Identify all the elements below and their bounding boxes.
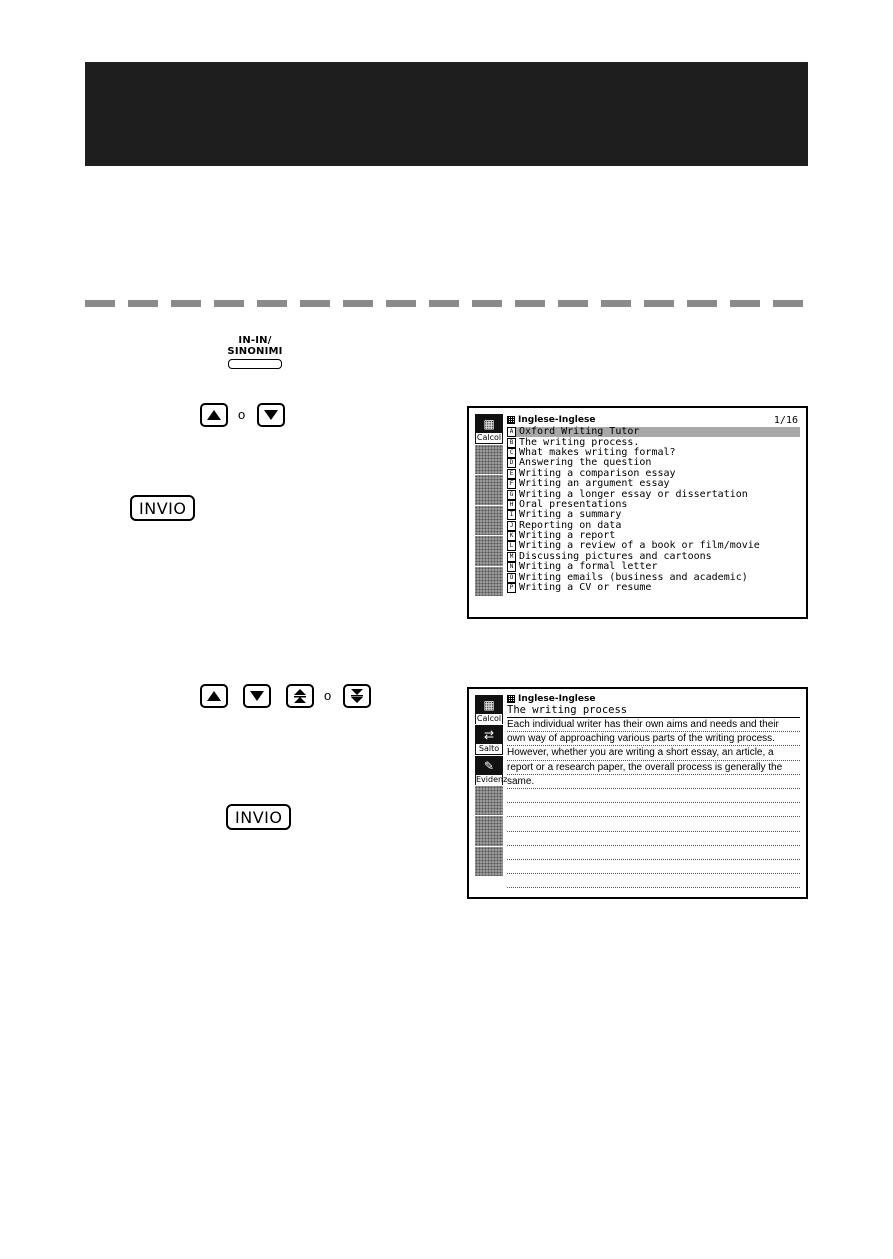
calculator-icon: ▦ <box>483 417 495 431</box>
menu-item-label: Oxford Writing Tutor <box>519 426 640 438</box>
screen2-header <box>507 694 798 704</box>
up-arrow-key <box>200 403 228 427</box>
down-arrow-icon <box>263 409 279 421</box>
calcol-button <box>475 695 503 725</box>
in-in-sinonimi-key <box>226 335 284 369</box>
menu-item[interactable] <box>507 510 800 520</box>
calcol-label: Calcol <box>476 714 502 723</box>
menu-item-letter: C <box>507 448 516 458</box>
sidebar-blank-cell <box>475 445 503 476</box>
menu-list <box>507 427 800 593</box>
page-down-key <box>343 684 371 708</box>
entry-line <box>507 789 800 803</box>
menu-item-letter: N <box>507 562 516 572</box>
entry-text <box>507 718 800 888</box>
entry-line: However, whether you are writing a short essay, an article, a <box>507 746 800 760</box>
sidebar-blank-cell <box>475 816 503 846</box>
device-screen-entry <box>467 687 808 899</box>
menu-item-label: What makes writing formal? <box>519 446 676 458</box>
invio-key: INVIO <box>130 495 195 521</box>
menu-item-letter: J <box>507 521 516 531</box>
menu-item[interactable] <box>507 427 800 437</box>
down-arrow-icon <box>249 690 265 702</box>
entry-line <box>507 860 800 874</box>
menu-item-letter: D <box>507 458 516 468</box>
entry-line <box>507 874 800 888</box>
dashed-divider <box>85 300 808 307</box>
sinonimi-key-label-line1: IN-IN/ <box>238 335 272 346</box>
highlighter-icon: ✎ <box>483 758 495 773</box>
or-text: o <box>238 407 246 422</box>
menu-item-letter: I <box>507 510 516 520</box>
menu-item-letter: L <box>507 541 516 551</box>
salto-label: Salto <box>476 744 502 754</box>
menu-item-letter: F <box>507 479 516 489</box>
menu-item-label: Writing an argument essay <box>519 478 670 490</box>
menu-item-label: The writing process. <box>519 436 640 448</box>
sidebar-blank-cell <box>475 567 503 598</box>
menu-item-label: Writing a comparison essay <box>519 467 676 479</box>
double-down-arrow-icon <box>349 688 365 704</box>
invio-key-2: INVIO <box>226 804 291 830</box>
menu-item-letter: K <box>507 531 516 541</box>
menu-item-label: Oral presentations <box>519 498 628 510</box>
menu-item-label: Writing a summary <box>519 509 622 521</box>
sidebar-blank-cell <box>475 847 503 877</box>
entry-line <box>507 803 800 817</box>
dictionary-grid-icon <box>507 695 515 703</box>
salto-button <box>475 725 503 755</box>
menu-item-label: Writing emails (business and academic) <box>519 571 748 583</box>
entry-line: report or a research paper, the overall process is generally the <box>507 761 800 775</box>
menu-item-label: Writing a report <box>519 530 616 542</box>
entry-line: own way of approaching various parts of the writing process. <box>507 732 800 746</box>
entry-line: Each individual writer has their own aims and needs and their <box>507 718 800 732</box>
dictionary-grid-icon <box>507 416 515 424</box>
menu-item-label: Discussing pictures and cartoons <box>519 550 712 562</box>
entry-line <box>507 832 800 846</box>
sidebar-blank-cell <box>475 475 503 506</box>
down-arrow-key-2 <box>243 684 271 708</box>
menu-item-letter: P <box>507 583 516 593</box>
jump-icon: ⇄ <box>483 728 495 743</box>
screen1-header <box>507 414 798 426</box>
evidenz-button <box>475 756 508 786</box>
entry-line <box>507 846 800 860</box>
menu-item-label: Reporting on data <box>519 519 622 531</box>
sinonimi-key-shape <box>228 359 282 369</box>
menu-item[interactable] <box>507 583 800 593</box>
menu-item[interactable] <box>507 479 800 489</box>
evidenz-label: Evidenz <box>476 774 508 784</box>
menu-item-label: Writing a formal letter <box>519 561 658 573</box>
up-arrow-icon <box>206 409 222 421</box>
menu-item-letter: M <box>507 552 516 562</box>
section-header-bar <box>85 62 808 166</box>
sidebar-blank-cell <box>475 506 503 537</box>
device-screen-menu <box>467 406 808 619</box>
menu-item-letter: B <box>507 438 516 448</box>
entry-title: The writing process <box>507 704 800 718</box>
calculator-icon: ▦ <box>483 698 495 712</box>
menu-item-letter: H <box>507 500 516 510</box>
calcol-label: Calcol <box>476 433 502 442</box>
up-arrow-key-2 <box>200 684 228 708</box>
up-arrow-icon <box>206 690 222 702</box>
double-up-arrow-icon <box>292 688 308 704</box>
screen2-sidebar <box>475 695 508 877</box>
entry-line: same. <box>507 775 800 789</box>
menu-item-label: Writing a longer essay or dissertation <box>519 488 748 500</box>
sinonimi-key-label-line2: SINONIMI <box>227 346 283 357</box>
screen1-dictionary-name: Inglese-Inglese <box>518 415 596 425</box>
menu-item-letter: A <box>507 427 516 437</box>
menu-item-letter: E <box>507 469 516 479</box>
menu-item-label: Writing a CV or resume <box>519 582 652 594</box>
sidebar-blank-cell <box>475 786 503 816</box>
sidebar-blank-cell <box>475 536 503 567</box>
screen1-sidebar <box>475 414 503 597</box>
page-counter: 1/16 <box>773 414 798 426</box>
screen2-dictionary-name: Inglese-Inglese <box>518 694 596 704</box>
down-arrow-key <box>257 403 285 427</box>
menu-item-label: Writing a review of a book or film/movie <box>519 540 760 552</box>
or-text: o <box>324 688 332 703</box>
page-up-key <box>286 684 314 708</box>
menu-item[interactable] <box>507 562 800 572</box>
menu-item-letter: G <box>507 490 516 500</box>
calcol-button <box>475 414 503 445</box>
entry-line <box>507 817 800 831</box>
menu-item-label: Answering the question <box>519 457 652 469</box>
menu-item-letter: O <box>507 573 516 583</box>
menu-item[interactable] <box>507 458 800 468</box>
